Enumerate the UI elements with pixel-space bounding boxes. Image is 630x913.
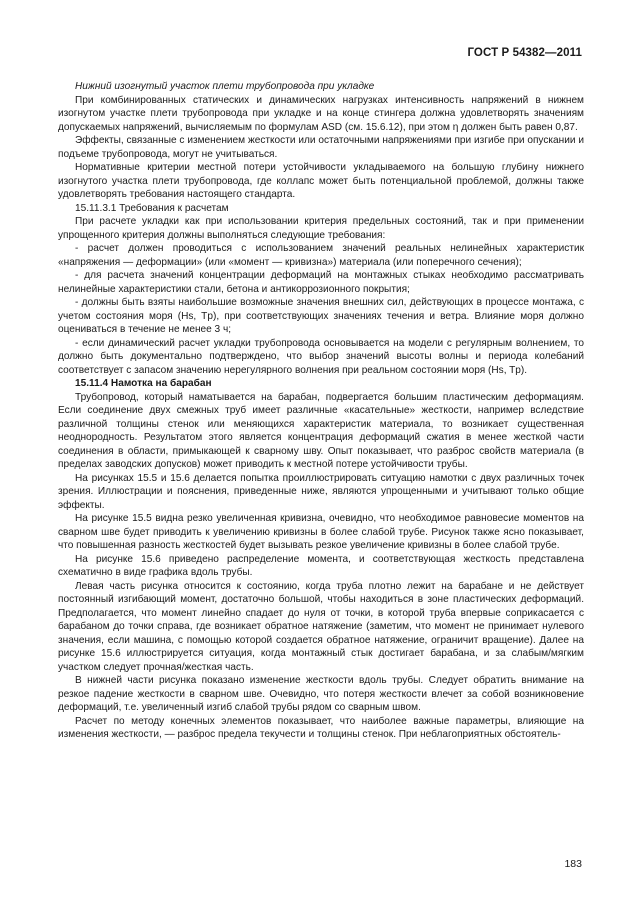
paragraph: Трубопровод, который наматывается на барабан, подвергается большим пластическим деформациям. Если соединение двух смежных труб имеет различные «касательные» жесткости, например вследствие различной толщины стенок или меняющихся характеристик материала, то возникает существенная неоднородность. Результатом этого является концентрация деформаций сжатия в менее жесткой части соединения в области, примыкающей к сварному шву. Опыт показывает, что разброс свойств материала (в пределах заводских допусков) может приводить к местной потере устойчивости трубы. [58, 391, 584, 470]
document-standard-header: ГОСТ Р 54382—2011 [467, 47, 582, 59]
paragraph: На рисунке 15.6 приведено распределение момента, и соответствующая жесткость представлена схематично в виде графика вдоль трубы. [58, 553, 584, 578]
list-item: - для расчета значений концентрации деформаций на монтажных стыках необходимо рассматривать нелинейные характеристики стали, бетона и антикоррозионного покрытия; [58, 270, 584, 295]
paragraph: При комбинированных статических и динамических нагрузках интенсивность напряжений в нижнем изогнутом участке плети трубопровода при укладке и на конце стингера должна удовлетворять значениям допускаемых напряжений, вычисляемым по формулам ASD (см. 15.6.12), при этом η должен быть равен 0,87. [58, 94, 584, 133]
page-number: 183 [564, 858, 582, 870]
list-item: - расчет должен проводиться с использованием значений реальных нелинейных характеристик «напряжения — деформации» (или «момент — кривизна») материала (или поперечного сечения); [58, 243, 584, 268]
paragraph: В нижней части рисунка показано изменение жесткости вдоль трубы. Следует обратить внимание на резкое падение жесткости в сварном шве. Очевидно, что потеря жесткости влечет за собой возникновение деформаций, т.е. увеличенный изгиб слабой трубы рядом со сварным швом. [58, 675, 584, 713]
page-body-text [58, 80, 584, 742]
paragraph: На рисунках 15.5 и 15.6 делается попытка проиллюстрировать ситуацию намотки с двух различных точек зрения. Иллюстрации и пояснения, приведенные ниже, являются упрощенными и учитывают только общие эффекты. [58, 472, 584, 511]
subsection-heading-15-11-3-1: 15.11.3.1 Требования к расчетам [75, 202, 229, 214]
list-item: - если динамический расчет укладки трубопровода основывается на модели с регулярным волнением, то должно быть документально подтверждено, что выбор значений высоты волны и периода колебаний соответствует с запасом значению нерегулярного волнения при реальном состоянии моря (Hs, Tp). [58, 337, 584, 376]
paragraph: Расчет по методу конечных элементов показывает, что наиболее важные параметры, влияющие на изменения жесткости, — разброс предела текучести и толщины стенок. При неблагоприятных обстоятель- [58, 715, 584, 740]
section-subtitle-lower-bend: Нижний изогнутый участок плети трубопровода при укладке [75, 81, 375, 92]
section-heading-15-11-4: 15.11.4 Намотка на барабан [75, 378, 212, 389]
list-item: - должны быть взяты наибольшие возможные значения внешних сил, действующих в процессе монтажа, с учетом состояния моря (Hs, Tp), при соответствующих значениях течения и ветра. Влияние моря должно оцениваться в течение не менее 3 ч; [58, 297, 584, 335]
paragraph: На рисунке 15.5 видна резко увеличенная кривизна, очевидно, что необходимое равновесие моментов на сварном шве будет приводить к увеличению кривизны в более слабой трубе. Рисунок также ясно показывает, что повышенная разность жесткостей будет вызывать резкое увеличение кривизны в более слабой трубе. [58, 513, 584, 551]
paragraph: Левая часть рисунка относится к состоянию, когда труба плотно лежит на барабане и не действует постоянный изгибающий момент, достаточно большой, чтобы находиться в зоне пластических деформаций. Предполагается, что момент линейно спадает до нуля от точки, в которой труба впервые соприкасается с барабаном до точки справа, где возникает обратное натяжение (заметим, что момент не принимает нулевого значения, если машина, с помощью которой создается обратное натяжение, ограничит вращение). Далее на рисунке 15.6 иллюстрируется ситуация, когда монтажный стык достигает барабана, и за слабым/мягким участком следует прочная/жесткая часть. [58, 580, 584, 673]
paragraph: При расчете укладки как при использовании критерия предельных состояний, так и при применении упрощенного критерия должны выполняться следующие требования: [58, 216, 584, 241]
paragraph: Эффекты, связанные с изменением жесткости или остаточными напряжениями при изгибе при опускании и подъеме трубопровода, могут не учитываться. [58, 135, 584, 160]
paragraph: Нормативные критерии местной потери устойчивости укладываемого на большую глубину нижнего изогнутого участка плети трубопровода, где коллапс может быть потенциальной проблемой, должны также удовлетворять требования настоящего стандарта. [58, 162, 584, 200]
